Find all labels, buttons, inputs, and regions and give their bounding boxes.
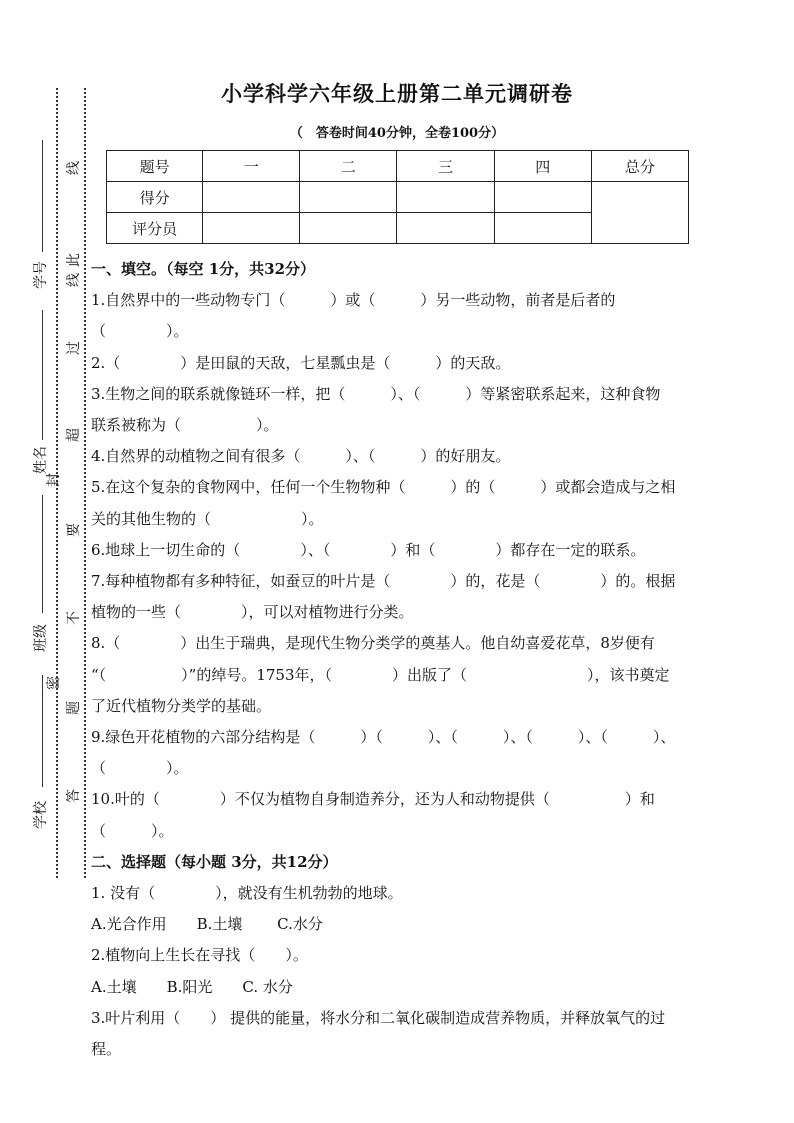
- header-cell: 四: [494, 151, 591, 182]
- question-line: 关的其他生物的（ ）。: [91, 509, 324, 528]
- section-1-heading: 一、填空。（每空 1分，共32分）: [91, 260, 316, 278]
- header-cell: 一: [203, 151, 300, 182]
- class-label: 班级: [33, 624, 49, 652]
- question-line: 1. 没有（ ），就没有生机勃勃的地球。: [91, 884, 403, 903]
- question-line: 4.自然界的动植物之间有很多（ ）、（ ）的好朋友。: [91, 447, 511, 466]
- total-score-cell: [591, 182, 688, 244]
- question-line: 10.叶的（ ）不仅为植物自身制造养分，还为人和动物提供（ ）和: [91, 790, 655, 809]
- fill-line: [42, 495, 43, 613]
- question-line: 9.绿色开花植物的六部分结构是（ ）（ ）、（ ）、（ ）、（ ）、: [91, 728, 676, 747]
- option-line: A.土壤 B.阳光 C. 水分: [91, 977, 293, 996]
- row-label: 得分: [107, 182, 203, 213]
- seal-char: 线: [66, 161, 82, 175]
- fill-line: [42, 310, 43, 440]
- question-content: [91, 254, 703, 1065]
- seal-char: 此: [66, 253, 82, 267]
- exam-subtitle: （ 答卷时间40分钟，全卷100分）: [289, 126, 505, 141]
- student-id-label: 学号: [33, 261, 49, 289]
- question-line: 8.（ ）出生于瑞典，是现代生物分类学的奠基人。他自幼喜爱花草，8岁便有: [91, 634, 655, 653]
- question-line: 6.地球上一切生命的（ ）、（ ）和（ ）都存在一定的联系。: [91, 540, 646, 559]
- question-line: （ ）。: [91, 322, 189, 341]
- seal-char: 密: [46, 676, 62, 690]
- header-cell: 题号: [107, 151, 203, 182]
- school-label: 学校: [33, 801, 49, 829]
- question-line: 联系被称为（ ）。: [91, 416, 279, 435]
- seal-char: 过: [66, 341, 82, 355]
- question-line: 植物的一些（ ），可以对植物进行分类。: [91, 603, 414, 622]
- fill-line: [42, 675, 43, 787]
- question-line: （ ）。: [91, 759, 189, 778]
- question-line: （ ）。: [91, 821, 174, 840]
- question-line: 3.叶片利用（ ） 提供的能量，将水分和二氧化碳制造成营养物质，并释放氧气的过: [91, 1008, 666, 1027]
- section-2-heading: 二、选择题（每小题 3分，共12分）: [91, 852, 338, 871]
- seal-char: 要: [66, 523, 82, 537]
- header-cell: 三: [397, 151, 494, 182]
- score-table: [106, 150, 689, 244]
- seal-char: 线: [66, 273, 82, 287]
- question-line: 7.每种植物都有多种特征，如蚕豆的叶片是（ ）的，花是（ ）的。根据: [91, 572, 676, 591]
- name-label: 姓名: [33, 446, 49, 474]
- question-line: “（ ）”的绰号。1753年，（ ）出版了（ ），该书奠定: [91, 665, 670, 684]
- score-row: [107, 182, 689, 213]
- grader-cell: [203, 213, 300, 244]
- seal-char: 不: [66, 611, 82, 625]
- header-cell: 总分: [591, 151, 688, 182]
- seal-char: 答: [66, 789, 82, 803]
- dotted-line: [84, 88, 86, 878]
- question-line: 2.植物向上生长在寻找（ ）。: [91, 946, 308, 965]
- score-cell: [300, 182, 397, 213]
- question-line: 1.自然界中的一些动物专门（ ）或（ ）另一些动物，前者是后者的: [91, 291, 616, 310]
- header-cell: 二: [300, 151, 397, 182]
- question-line: 2.（ ）是田鼠的天敌，七星瓢虫是（ ）的天敌。: [91, 353, 511, 372]
- seal-char: 超: [66, 428, 82, 442]
- score-cell: [494, 182, 591, 213]
- page-title: 小学科学六年级上册第二单元调研卷: [221, 81, 573, 106]
- fill-line: [42, 140, 43, 252]
- grader-cell: [300, 213, 397, 244]
- question-line: 了近代植物分类学的基础。: [91, 696, 272, 715]
- binding-margin: [0, 0, 100, 900]
- question-line: 3.生物之间的联系就像链环一样，把（ ）、（ ）等紧密联系起来，这种食物: [91, 384, 661, 403]
- seal-char: 封: [46, 473, 62, 487]
- row-label: 评分员: [107, 213, 203, 244]
- seal-char: 题: [66, 701, 82, 715]
- score-table-header-row: [107, 151, 689, 182]
- question-line: 5.在这个复杂的食物网中，任何一个生物物种（ ）的（ ）或都会造成与之相: [91, 478, 676, 497]
- score-cell: [203, 182, 300, 213]
- score-cell: [397, 182, 494, 213]
- grader-cell: [494, 213, 591, 244]
- option-line: A.光合作用 B.土壤 C.水分: [91, 915, 323, 934]
- question-line: 程。: [91, 1040, 122, 1059]
- grader-cell: [397, 213, 494, 244]
